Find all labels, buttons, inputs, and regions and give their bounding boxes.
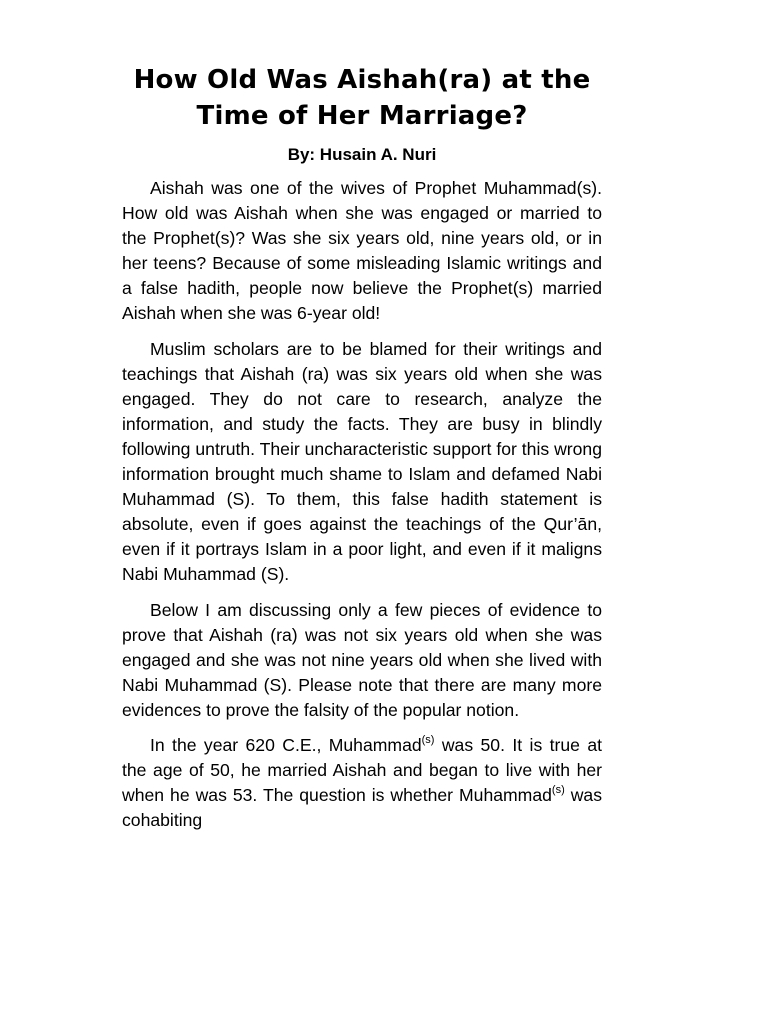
paragraph-4 [122, 733, 602, 833]
paragraph-3: Below I am discussing only a few pieces of evidence to prove that Aishah (ra) was not six years old when she was engaged and she was not nine years old when she lived with Nabi Muhammad (S). Please note that there are many more evidences to prove the falsity of the popular notion. [122, 599, 602, 720]
document-title [122, 62, 602, 134]
superscript-s-1: (s) [421, 733, 435, 746]
paragraph-2: Muslim scholars are to be blamed for their writings and teachings that Aishah (ra) was six years old when she was engaged. They do not care to research, analyze the information, and study the facts. They are busy in blindly following untruth. Their uncharacteristic support for this wrong information brought much shame to Islam and defamed Nabi Muhammad (S). To them, this false hadith statement is absolute, even if goes against the teachings of the Qur’ān, even if it portrays Islam in a poor light, and even if it maligns Nabi Muhammad (S). [122, 338, 602, 585]
paragraph-4-text-2: was 50. It is true at the age of 50, he married Aishah and began to live with her when he was 53. The question is whether Muhammad [122, 734, 602, 806]
paragraph-4-text-3: was cohabiting [122, 785, 602, 831]
paragraph-1: Aishah was one of the wives of Prophet Muhammad(s). How old was Aishah when she was engaged or married to the Prophet(s)? Was she six years old, nine years old, or in her teens? Because of some misleading Islamic writings and a false hadith, people now believe the Prophet(s) married Aishah when she was 6-year old! [122, 178, 602, 324]
title-line-1: How Old Was Aishah(ra) at the [133, 65, 591, 95]
paragraph-4-text-1: In the year 620 C.E., Muhammad [150, 734, 422, 755]
title-line-2: Time of Her Marriage? [196, 101, 528, 131]
superscript-s-2: (s) [551, 784, 565, 797]
author-byline: By: Husain A. Nuri [287, 145, 437, 164]
